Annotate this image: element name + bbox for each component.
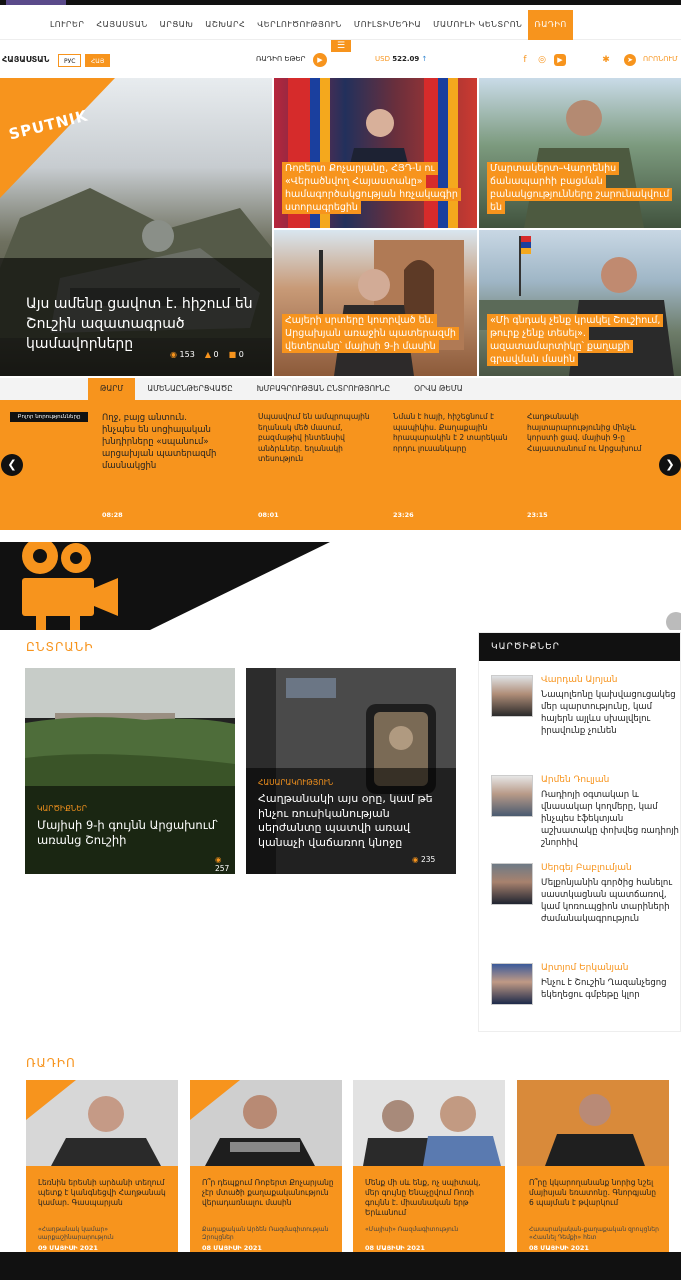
featured-card-views	[215, 855, 235, 873]
opinion-title[interactable]: Նապոլեոնը կախվացուցակեց մեր պարտությունը, կամ հայերն այլևս սխալվելու իրավունք չունեն	[541, 690, 676, 736]
comment-icon: ■	[228, 350, 237, 359]
video-banner[interactable]	[0, 542, 681, 630]
avatar	[491, 963, 533, 1005]
hero-tile-3-title[interactable]: Հայերի սրտերը կոտրված են. Արցախյան առաջին պատերազմի վետերանը՝ մայիսի 9-ի մասին	[282, 314, 459, 353]
opinion-title[interactable]: Ռադիոյի օգտակար և վնասակար կողմերը, կամ ինչպես էֆեկտյան աշխատակը փոխվեց ռադիոյի շնորհիվ	[541, 790, 679, 848]
radio-card-date: 09 ՄԱՅԻՍԻ 2021	[38, 1244, 98, 1252]
views-count: 153	[179, 350, 195, 359]
hero-tile-1-title[interactable]: Ռոբերտ Քոչարյանը, ՀՅԴ-ն ու «Վերածնվող Հայաստանը» համագործակցության հռչակագիր ստորագրեցին	[282, 162, 461, 214]
avatar	[491, 675, 533, 717]
lang-ru-button[interactable]: РУС	[58, 54, 81, 67]
android-icon[interactable]: ✱	[602, 55, 610, 65]
featured-card-title[interactable]: Հաղթանակի այս օրը, կամ թե ինչու ռուսիկանության սերժանտը պատվի առավ կանաչի վաճառող կնոջը	[258, 792, 433, 849]
views-counter	[170, 350, 195, 359]
radio-card-show[interactable]: «Մայիսի» Ռազմագիտություն	[365, 1226, 459, 1233]
play-icon[interactable]: ▶	[313, 53, 327, 67]
opinion-author[interactable]: Սերգեյ Բաբլումյան	[541, 863, 632, 873]
hero-tile-2[interactable]	[479, 78, 681, 228]
facebook-icon[interactable]: f	[523, 55, 527, 65]
hero-tile-4-title[interactable]: «Մի գնդակ չենք կրակել Շուշիում, թուրք չենք տեսել». ազատամարտիկը՝ քաղաքի գրավման մասին	[487, 314, 663, 366]
ticker-item[interactable]: Սպասվում են ամպրոպային եղանակ մեծ մասում, բազմաթիվ ինտենսիվ անձրևներ. եղանակի տեսություն	[258, 412, 370, 463]
hero-tile-3-caption	[282, 314, 469, 353]
nav-item-news[interactable]: ԼՈՒՐԵՐ	[50, 20, 85, 29]
hero-tile-3-image	[274, 230, 477, 376]
currency-trend-icon: ↑	[421, 55, 428, 63]
featured-card-title[interactable]: Մայիսի 9-ի գույնն Արցախում՝ առանց Շուշիի	[37, 818, 218, 847]
radio-card-title[interactable]: Մենք մի սև ենք, ոչ սպիտակ, մեր գույնը Ենաչըվում Ռոռի գույնն է. միասնական երթ Երևանում	[365, 1178, 481, 1217]
radio-card-image	[353, 1080, 505, 1166]
currency-code: USD	[375, 55, 390, 63]
tab-latest[interactable]: ԹԱՐՄ	[88, 378, 135, 400]
radio-card-title[interactable]: Ո՞րը կկարողանանք նորից նշել մայիսյան եռատոնը. Գնորգյանը 6 պայման է թվարկում	[529, 1178, 657, 1207]
radio-live-label: ՌԱԴԻՈ ԵԹԵՐ	[256, 55, 306, 63]
hero-tile-1-caption	[282, 162, 469, 214]
main-nav	[0, 10, 681, 40]
opinions-panel	[478, 632, 681, 1032]
opinion-author[interactable]: Արտյոմ Երկանյան	[541, 963, 629, 973]
ticker-time: 08:28	[102, 511, 123, 519]
hero-tile-4[interactable]	[479, 230, 681, 376]
featured-card-views	[412, 855, 435, 864]
ticker-item[interactable]: Ողջ, բայց անտուն. ինչպես են սոցիալական խնդիրները «սպանում» արցախյան պատերազմի մասնակցին	[102, 413, 217, 471]
eye-icon: ◉	[215, 855, 222, 864]
tab-editors-choice[interactable]: ԽՄԲԱԳՐՈՒԹՅԱՆ ԸՆՏՐՈՒԹՅՈՒՆԸ	[256, 384, 391, 393]
radio-card-date: 08 ՄԱՅԻՍԻ 2021	[365, 1244, 425, 1252]
radio-card-title[interactable]: Լեռնին երեսնի արձանի տեղում պետք է կանգնեցվի Հաղթանակ կամար. Գասպարյան	[38, 1178, 166, 1207]
radio-card-date: 08 ՄԱՅԻՍԻ 2021	[529, 1244, 589, 1252]
hero-tile-2-caption	[487, 162, 673, 214]
sputnik-logo: SPUTNIK	[7, 106, 90, 144]
featured-card[interactable]	[246, 668, 456, 874]
apple-icon[interactable]	[573, 54, 585, 66]
featured-card[interactable]	[25, 668, 235, 874]
hero-main-title[interactable]: Այս ամենը ցավոտ է. հիշում են Շուշին ազատագրած կամավորները	[26, 296, 253, 352]
hero-tile-1[interactable]	[274, 78, 477, 228]
tab-most-read[interactable]: ԱՄԵՆԱԸՆԹԵՐՑՎԱԾԸ	[147, 384, 233, 393]
search-link[interactable]: ՈՐՈՆՈՒՄ	[643, 55, 678, 63]
hero-main-stats	[170, 350, 244, 359]
nav-item-armenia[interactable]: ՀԱՅԱՍՏԱՆ	[96, 20, 148, 29]
hero-tile-2-title[interactable]: Մարտակերտ–Վարդենիս ճանապարհի բացման բանակցությունները շարունակվում են	[487, 162, 672, 214]
radio-card-show[interactable]: «Հաղթանակ կամար» սարքաշինարարություն	[38, 1226, 114, 1241]
radio-heading: ՌԱԴԻՈ	[26, 1056, 76, 1070]
telegram-icon[interactable]: ➤	[624, 54, 636, 66]
status-bar	[0, 52, 681, 70]
radio-card-image	[190, 1080, 342, 1166]
featured-card-tag[interactable]: ՀԱՍԱՐԱԿՈՒԹՅՈՒՆ	[258, 778, 334, 787]
hero-tile-3[interactable]	[274, 230, 477, 376]
likes-count: 0	[213, 350, 219, 359]
lang-hy-button[interactable]: ՀԱՅ	[85, 54, 110, 67]
radio-card-date: 08 ՄԱՅԻՍԻ 2021	[202, 1244, 262, 1252]
hero-main-article[interactable]	[0, 78, 272, 376]
views-count: 257	[215, 864, 230, 873]
radio-card-show[interactable]: Քաղաքական Արձեն Ռազմագիտության Զրույցներ	[202, 1226, 329, 1241]
comments-count: 0	[238, 350, 244, 359]
opinion-title[interactable]: Ինչու է Շուշին Ղազանչեցոց եկեղեցու գմբեթը կլոր	[541, 978, 667, 1000]
nav-item-radio[interactable]: ՌԱԴԻՈ	[528, 10, 572, 40]
currency-rate	[375, 55, 427, 63]
radio-card[interactable]	[353, 1080, 505, 1258]
top-strip	[0, 0, 681, 5]
ticker-item[interactable]: Հաղթանակի հայտարարությունից մինչև կորստի ցավ. մայիսի 9-ը Հայաստանում ու Արցախում	[527, 412, 642, 453]
views-count: 235	[420, 855, 436, 864]
currency-value: 522.09	[392, 55, 420, 63]
youtube-icon[interactable]: ▶	[554, 54, 566, 66]
ticker-time: 08:01	[258, 511, 279, 519]
radio-card-title[interactable]: Ո՞ր դեպքում Ռոբերտ Քոչարյանը չէր մտածի քաղաքականություն վերադառնալու մասին	[202, 1178, 334, 1207]
radio-card-show[interactable]: Հասարակական-քաղաքական զրույցներ «Հասնել Դեմքի» հետ	[529, 1226, 659, 1241]
opinion-author[interactable]: Վարդան Այոյան	[541, 675, 618, 685]
opinion-author[interactable]: Արմեն Դուլյան	[541, 775, 610, 785]
country-label: ՀԱՅԱՍՏԱՆ	[2, 55, 50, 64]
ticker-item[interactable]: Նման է հայի, հիշեցնում է պապիկիս. Քաղաքային հրապարակին է 2 տարեկան որդու լուսանկարը	[393, 412, 508, 453]
featured-heading: ԸՆՏՐԱՆԻ	[26, 640, 94, 654]
featured-card-tag[interactable]: ԿԱՐԾԻՔՆԵՐ	[37, 804, 87, 813]
opinion-title[interactable]: Մելքոնյանին գործից հանելու սաստկացնան պատճառով, կամ կոռուպցիոն տարիների ժամանակագրություն	[541, 878, 673, 924]
opinions-heading: ԿԱՐԾԻՔՆԵՐ	[479, 633, 680, 661]
news-tabs	[0, 378, 681, 400]
instagram-icon[interactable]: ◎	[538, 55, 546, 65]
mini-logo	[6, 0, 66, 5]
eye-icon: ◉	[412, 855, 419, 864]
avatar	[491, 863, 533, 905]
footer-bar	[0, 1252, 681, 1280]
hero-tile-4-caption	[487, 314, 673, 366]
radio-card[interactable]	[26, 1080, 178, 1258]
nav-item-world[interactable]: ԱՇԽԱՐՀ	[205, 20, 246, 29]
nav-item-analysis[interactable]: ՎԵՐԼՈՒԾՈՒԹՅՈՒՆ	[257, 20, 342, 29]
comments-counter	[229, 350, 244, 359]
radio-card[interactable]	[190, 1080, 342, 1258]
video-camera-icon	[0, 542, 681, 630]
nav-item-press-center[interactable]: ՄԱՄՈՒԼԻ ԿԵՆՏՐՈՆ	[433, 20, 523, 29]
radio-card-image	[517, 1080, 669, 1166]
eye-icon: ◉	[170, 350, 177, 359]
ticker-prev-icon[interactable]: ❮	[1, 454, 23, 476]
likes-counter	[205, 350, 219, 359]
news-ticker	[0, 400, 681, 530]
ticker-time: 23:15	[527, 511, 548, 519]
like-icon: ▲	[204, 350, 211, 359]
radio-card[interactable]	[517, 1080, 669, 1258]
menu-toggle-icon[interactable]: ☰	[331, 40, 351, 52]
nav-item-artsakh[interactable]: ԱՐՑԱԽ	[159, 20, 194, 29]
avatar	[491, 775, 533, 817]
ticker-next-icon[interactable]: ❯	[659, 454, 681, 476]
tab-topic-of-day[interactable]: ՕՐՎԱ ԹԵՄԱ	[414, 384, 463, 393]
radio-card-image	[26, 1080, 178, 1166]
ticker-time: 23:26	[393, 511, 414, 519]
all-news-button[interactable]: Բոլոր նորությունները	[10, 412, 88, 422]
nav-item-multimedia[interactable]: ՄՈՒԼՏԻՄԵԴԻԱ	[353, 20, 422, 29]
